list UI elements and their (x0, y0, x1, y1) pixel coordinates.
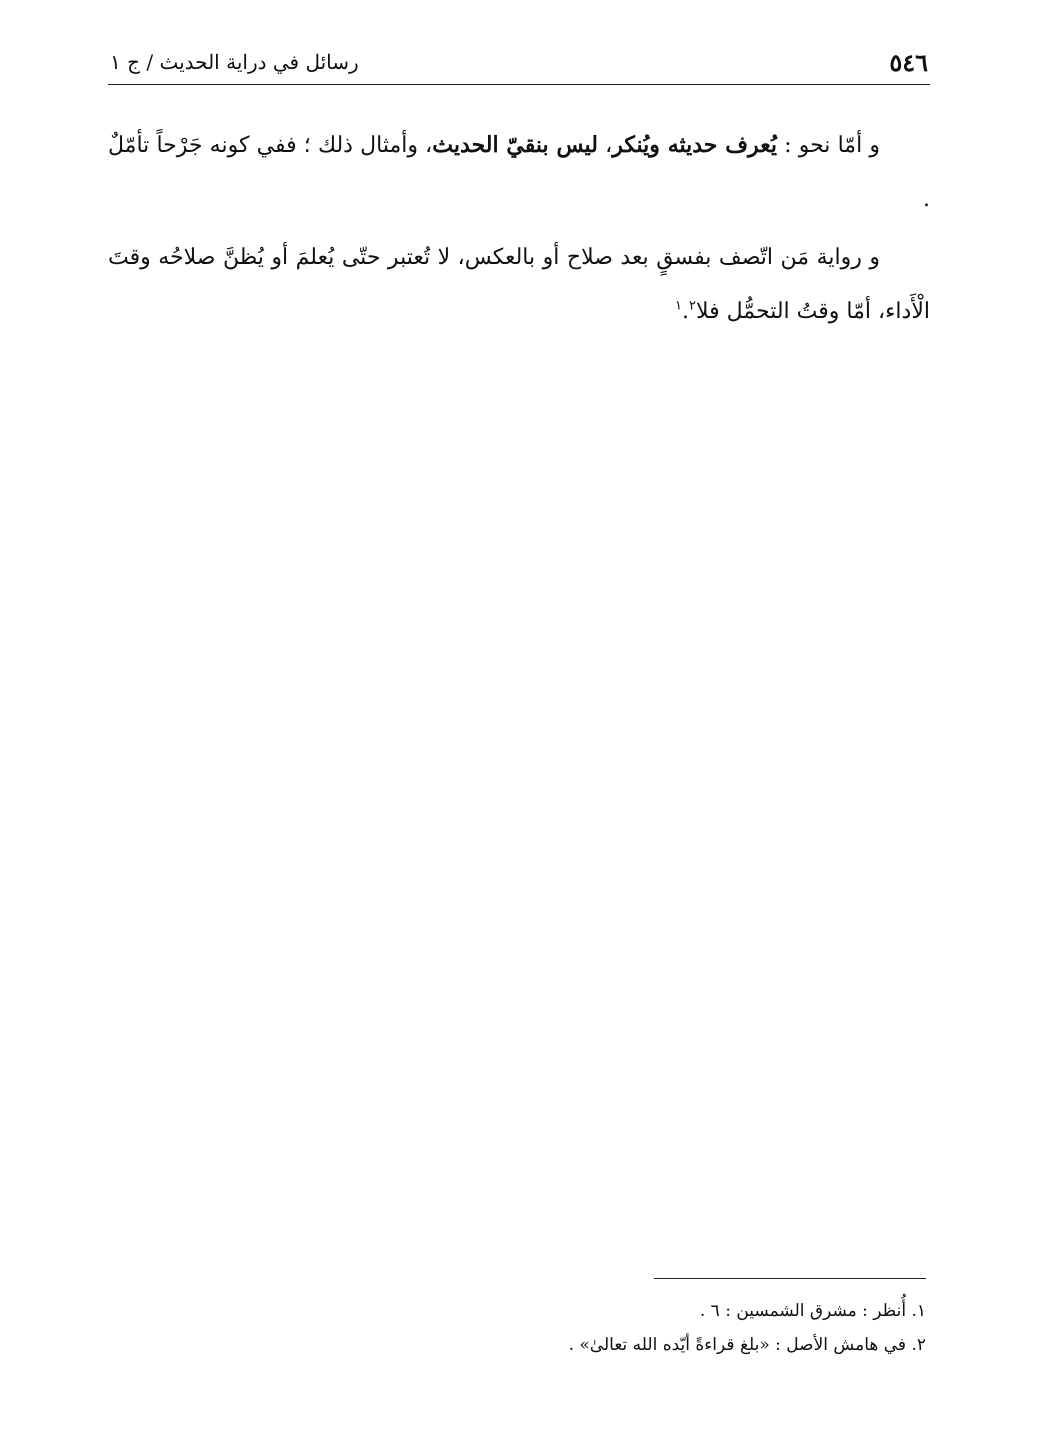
footnote-2: ٢. في هامش الأصل : «بلغ قراءةً أيّده الله تعالىٰ» . (568, 1335, 926, 1355)
body-text (108, 118, 930, 343)
bold-term-1: يُعرف حديثه ويُنكر (612, 132, 777, 158)
running-header (108, 40, 930, 85)
paragraph-1 (108, 118, 930, 227)
footnote-marker-2[interactable]: ٢ (689, 298, 696, 314)
paragraph-2-text: و رواية مَن اتّصف بفسقٍ بعد صلاح أو بالعكس، لا تُعتبر حتّى يُعلمَ أو يُظنَّ صلاحُه وقتَ الْأَداء، أمّا وقتُ التحمُّل فلا (108, 245, 930, 324)
paragraph-1-separator: ، (597, 133, 613, 158)
bold-term-2: ليس بنقيّ الحديث (432, 132, 598, 158)
page-number: ٥٤٦ (889, 48, 928, 77)
paragraph-2-period: . (682, 299, 689, 324)
book-title: رسائل في دراية الحديث / ج ١ (110, 50, 359, 74)
footnote-marker-1[interactable]: ١ (675, 298, 682, 314)
footnote-divider (654, 1278, 926, 1279)
paragraph-1-lead: و أمّا نحو : (776, 133, 880, 158)
footnotes (226, 1294, 926, 1362)
footnote-1: ١. أُنظر : مشرق الشمسين : ٦ . (699, 1301, 926, 1321)
paragraph-1-tail: ، وأمثال ذلك ؛ ففي كونه جَرْحاً تأمّلٌ . (108, 133, 930, 212)
paragraph-2 (108, 231, 930, 339)
